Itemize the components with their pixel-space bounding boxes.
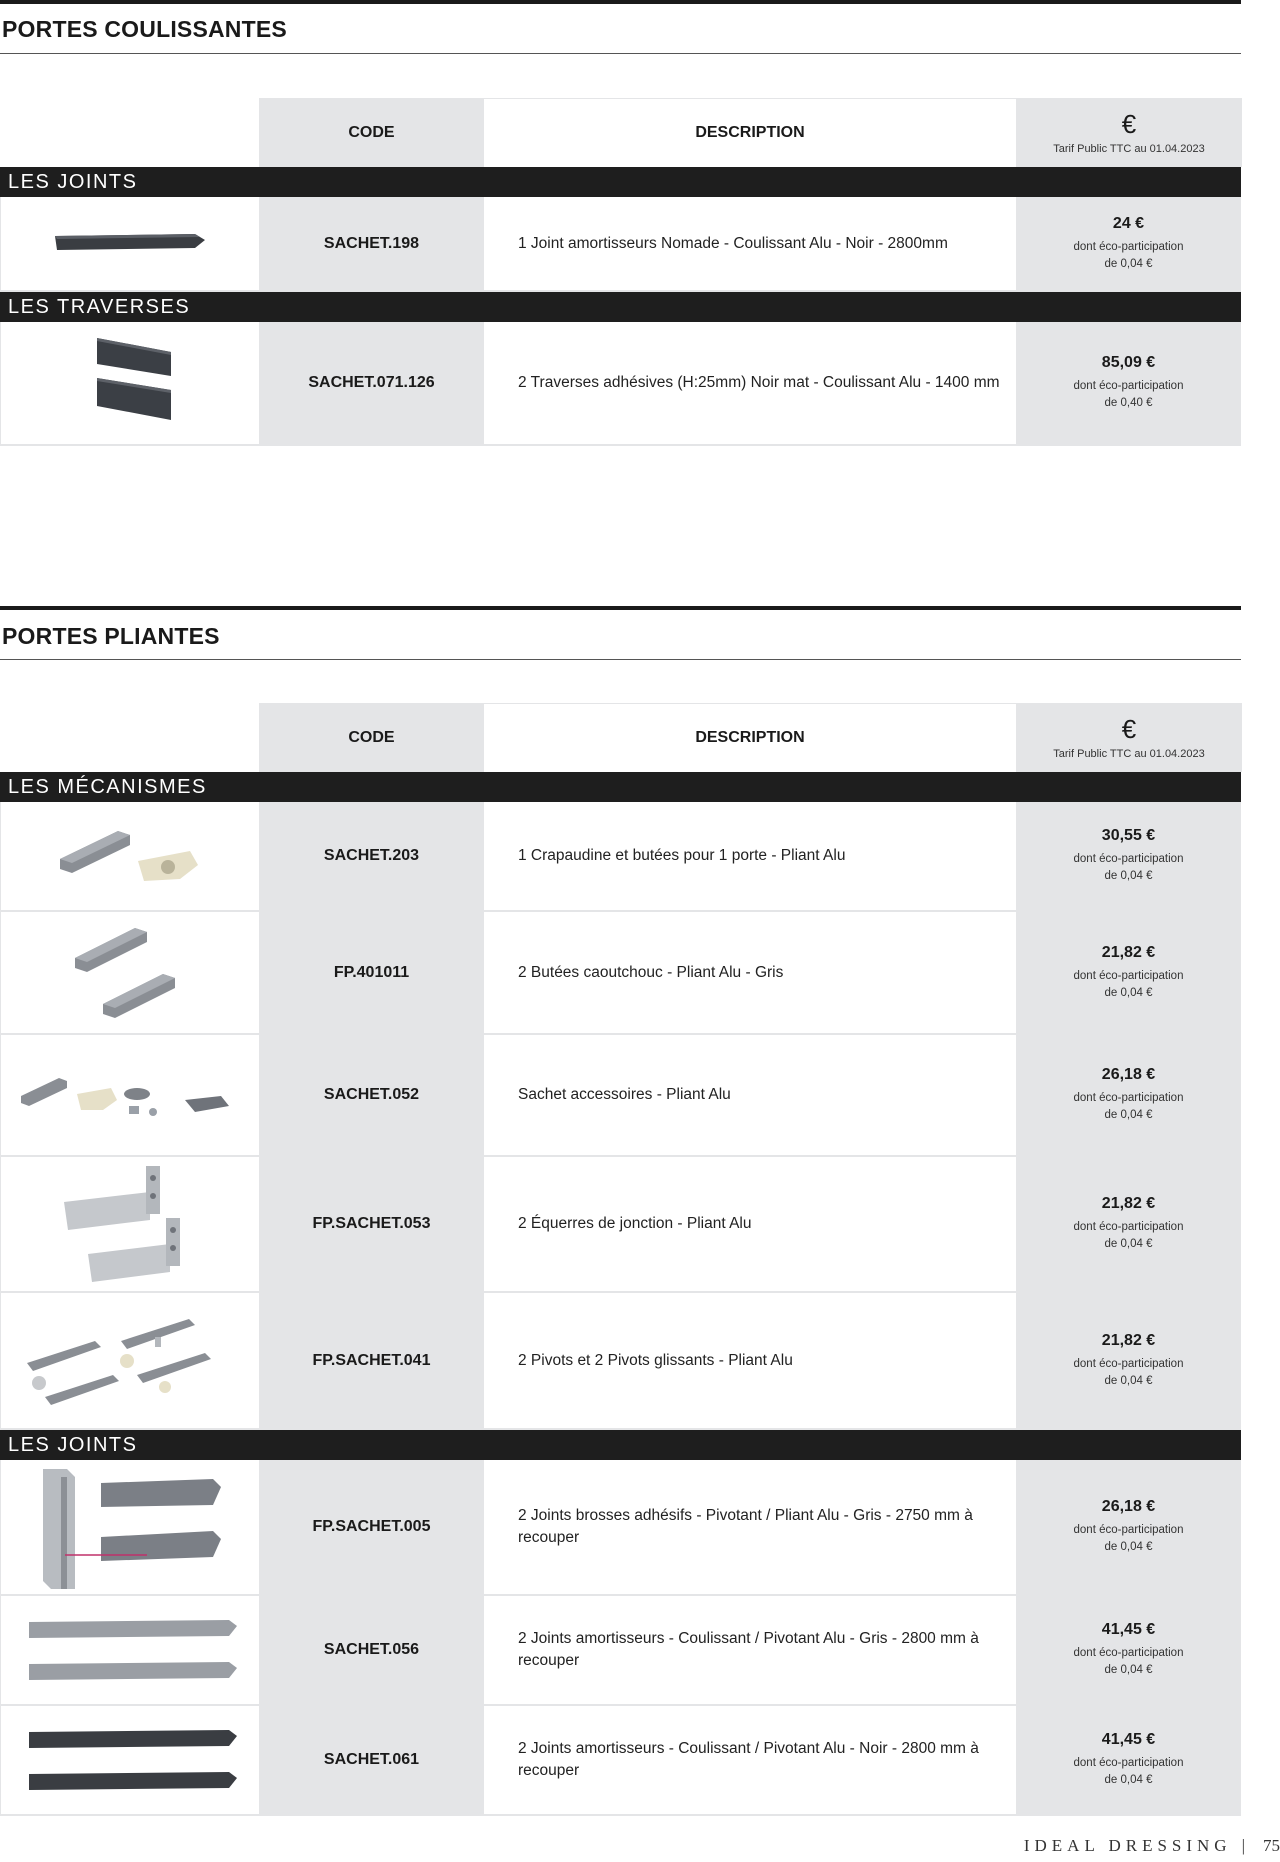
price: 41,45 € (1101, 1621, 1156, 1638)
product-image (0, 1706, 259, 1814)
product-description: 2 Joints brosses adhésifs - Pivotant / Pliant Alu - Gris - 2750 mm à recouper (484, 1460, 1016, 1594)
product-description: 2 Pivots et 2 Pivots glissants - Pliant Alu (484, 1293, 1016, 1428)
product-description: 2 Traverses adhésives (H:25mm) Noir mat - Coulissant Alu - 1400 mm (484, 322, 1016, 444)
price-cell (1016, 197, 1241, 290)
junction-bracket-icon (50, 1162, 210, 1287)
section-title-coulissantes: PORTES COULISSANTES (2, 16, 287, 42)
brand-name: IDEAL DRESSING (1023, 1836, 1232, 1855)
product-code: FP.401011 (259, 912, 484, 1033)
product-image (0, 912, 259, 1033)
header-description: DESCRIPTION (484, 703, 1016, 772)
product-image (0, 322, 259, 444)
product-code: SACHET.071.126 (259, 322, 484, 444)
product-description: Sachet accessoires - Pliant Alu (484, 1035, 1016, 1155)
header-code: CODE (259, 98, 484, 167)
table-row (0, 1706, 1241, 1816)
price: 30,55 € (1101, 827, 1156, 844)
table-row (0, 197, 1241, 292)
price: 21,82 € (1101, 1195, 1156, 1212)
price-cell (1016, 1596, 1241, 1704)
price: 26,18 € (1101, 1066, 1156, 1083)
black-seal-icon (15, 1720, 245, 1800)
table-row (0, 912, 1241, 1035)
sliding-pivot-icon (15, 1301, 245, 1421)
product-description: 1 Joint amortisseurs Nomade - Coulissant Alu - Noir - 2800mm (484, 197, 1016, 290)
price: 85,09 € (1101, 354, 1156, 371)
crossbar-strips-icon (75, 328, 185, 438)
eco-participation: dont éco-participation de 0,04 € (1073, 240, 1184, 270)
header-description: DESCRIPTION (484, 98, 1016, 167)
group-band-mecanismes: LES MÉCANISMES (0, 772, 1241, 802)
product-image (0, 1035, 259, 1155)
eco-participation: dont éco-participation de 0,04 € (1073, 1357, 1184, 1387)
eco-participation: dont éco-participation de 0,04 € (1073, 1647, 1184, 1676)
product-code: FP.SACHET.041 (259, 1293, 484, 1428)
product-image (0, 1293, 259, 1428)
price-cell (1016, 1293, 1241, 1428)
eco-participation: dont éco-participation de 0,04 € (1073, 969, 1184, 999)
euro-icon: € (1121, 713, 1137, 744)
eco-participation: dont éco-participation de 0,04 € (1073, 1221, 1184, 1250)
eco-participation: dont éco-participation de 0,04 € (1073, 1524, 1184, 1553)
eco-participation: dont éco-participation de 0,04 € (1073, 853, 1184, 882)
product-code: SACHET.198 (259, 197, 484, 290)
table-row (0, 1460, 1241, 1596)
header-price (1016, 98, 1242, 167)
product-image (0, 1596, 259, 1704)
eco-participation: dont éco-participation de 0,04 € (1073, 1092, 1184, 1121)
section-underline (0, 53, 1241, 54)
price-cell (1016, 912, 1241, 1033)
seal-profile-icon (45, 224, 215, 264)
price: 41,45 € (1101, 1731, 1156, 1748)
group-band-joints: LES JOINTS (0, 1430, 1241, 1460)
product-code: FP.SACHET.053 (259, 1157, 484, 1291)
product-code: SACHET.056 (259, 1596, 484, 1704)
table-row (0, 322, 1241, 446)
header-price (1016, 703, 1242, 772)
brush-seal-icon (25, 1465, 235, 1590)
group-band-joints: LES JOINTS (0, 167, 1241, 197)
price-cell (1016, 802, 1241, 910)
product-description: 2 Joints amortisseurs - Coulissant / Pivotant Alu - Gris - 2800 mm à recouper (484, 1596, 1016, 1704)
product-code: SACHET.052 (259, 1035, 484, 1155)
accessory-kit-icon (15, 1060, 245, 1130)
product-description: 2 Joints amortisseurs - Coulissant / Pivotant Alu - Noir - 2800 mm à recouper (484, 1706, 1016, 1814)
section-underline (0, 659, 1241, 660)
section-title-pliantes: PORTES PLIANTES (2, 623, 220, 649)
price-cell (1016, 1157, 1241, 1291)
price-cell (1016, 1035, 1241, 1155)
table-row (0, 1035, 1241, 1157)
price-cell (1016, 1460, 1241, 1594)
table-header (259, 98, 1242, 167)
product-image (0, 197, 259, 290)
product-code: SACHET.061 (259, 1706, 484, 1814)
eco-participation: dont éco-participation de 0,40 € (1073, 380, 1184, 409)
section-top-rule (0, 0, 1241, 4)
table-row (0, 1157, 1241, 1293)
product-image (0, 802, 259, 910)
table-row (0, 1293, 1241, 1430)
price: 21,82 € (1101, 943, 1156, 961)
price: 26,18 € (1101, 1498, 1156, 1515)
price-cell (1016, 1706, 1241, 1814)
tarif-label: Tarif Public TTC au 01.04.2023 (1053, 747, 1205, 760)
header-code: CODE (259, 703, 484, 772)
price: 21,82 € (1101, 1331, 1156, 1349)
price: 24 € (1112, 214, 1145, 232)
product-description: 2 Équerres de jonction - Pliant Alu (484, 1157, 1016, 1291)
footer-separator: | (1241, 1836, 1245, 1855)
product-image (0, 1460, 259, 1594)
product-description: 1 Crapaudine et butées pour 1 porte - Pliant Alu (484, 802, 1016, 910)
group-band-traverses: LES TRAVERSES (0, 292, 1241, 322)
product-code: SACHET.203 (259, 802, 484, 910)
pivot-stop-icon (40, 811, 220, 901)
rubber-stops-icon (55, 918, 205, 1028)
table-row (0, 802, 1241, 912)
eco-participation: dont éco-participation de 0,04 € (1073, 1757, 1184, 1786)
page-footer (1024, 1836, 1280, 1856)
product-image (0, 1157, 259, 1291)
tarif-label: Tarif Public TTC au 01.04.2023 (1053, 142, 1205, 155)
euro-icon: € (1121, 108, 1137, 139)
grey-seal-icon (15, 1610, 245, 1690)
product-code: FP.SACHET.005 (259, 1460, 484, 1594)
table-row (0, 1596, 1241, 1706)
product-description: 2 Butées caoutchouc - Pliant Alu - Gris (484, 912, 1016, 1033)
page-number: 75 (1263, 1836, 1280, 1855)
section-top-rule (0, 606, 1241, 610)
table-header (259, 703, 1242, 772)
price-cell (1016, 322, 1241, 444)
